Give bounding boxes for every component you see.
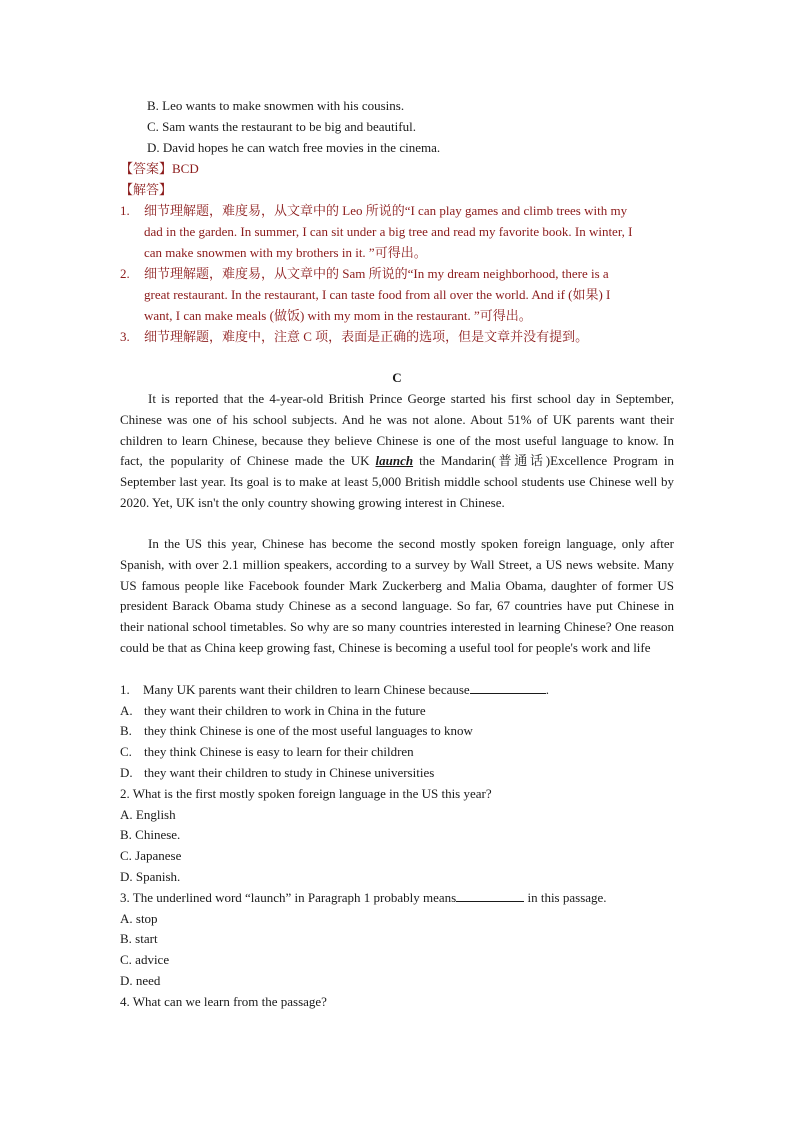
question-3-stem-end: in this passage. — [524, 890, 607, 905]
q1-option-a-text: they want their children to work in China in the future — [144, 703, 426, 718]
question-1-stem — [120, 680, 549, 701]
explanation-3-line-1: 细节理解题，难度中，注意 C 项，表面是正确的选项，但是文章并没有提到。 — [144, 329, 589, 344]
explanation-num-2: 2. — [120, 266, 130, 281]
q2-option-b: B. Chinese. — [120, 827, 181, 842]
question-3-stem — [120, 888, 607, 909]
question-2-stem: 2. What is the first mostly spoken foreign language in the US this year? — [120, 786, 492, 801]
prev-option-b: B. Leo wants to make snowmen with his cousins. — [147, 98, 405, 113]
prev-option-c: C. Sam wants the restaurant to be big and beautiful. — [147, 119, 416, 134]
answer-tag: 【答案】 — [120, 161, 173, 176]
explanation-num-3: 3. — [120, 329, 130, 344]
explanation-1-line-2: dad in the garden. In summer, I can sit under a big tree and read my favorite book. In winter, I — [144, 224, 633, 239]
passage-p1-after: the Mandarin(普通话)Excellence Program in September last year. Its goal is to make at least 5,000 British middle school students use Chinese well by 2020. Yet, UK isn't the only country showing growing interest in Chinese. — [120, 453, 674, 510]
question-4-stem: 4. What can we learn from the passage? — [120, 994, 327, 1009]
explanation-1-line-1: 细节理解题，难度易，从文章中的 Leo 所说的“I can play games and climb trees with my — [144, 203, 628, 218]
q1-option-d-letter: D. — [120, 765, 133, 780]
answer-value: BCD — [172, 161, 199, 176]
q3-option-b: B. start — [120, 931, 158, 946]
explanation-1-line-3: can make snowmen with my brothers in it. ”可得出。 — [144, 245, 427, 260]
q2-option-c: C. Japanese — [120, 848, 182, 863]
answer-line — [120, 159, 199, 180]
q3-option-a: A. stop — [120, 911, 158, 926]
question-1-text: Many UK parents want their children to learn Chinese because — [143, 682, 470, 697]
section-heading: C — [392, 370, 402, 385]
q1-option-c-letter: C. — [120, 744, 132, 759]
q3-option-c: C. advice — [120, 952, 170, 967]
explanation-2-line-3: want, I can make meals (做饭) with my mom in the restaurant. ”可得出。 — [144, 308, 532, 323]
question-1-stem-end: . — [545, 682, 549, 697]
q3-option-d: D. need — [120, 973, 161, 988]
question-3-text: 3. The underlined word “launch” in Paragraph 1 probably means — [120, 890, 457, 905]
q1-option-c-text: they think Chinese is easy to learn for their children — [144, 744, 414, 759]
prev-option-d: D. David hopes he can watch free movies in the cinema. — [147, 140, 441, 155]
q1-option-d-text: they want their children to study in Chinese universities — [144, 765, 435, 780]
question-1-num: 1. — [120, 682, 130, 697]
explanation-num-1: 1. — [120, 203, 130, 218]
q2-option-d: D. Spanish. — [120, 869, 181, 884]
explanation-2-line-1: 细节理解题，难度易，从文章中的 Sam 所说的“In my dream neighborhood, there is a — [144, 266, 609, 281]
passage-paragraph-2: In the US this year, Chinese has become the second mostly spoken foreign language, only after Spanish, with over 2.1 million speakers, according to a survey by Wall Street, a US news website. Many US famous people like Facebook founder Mark Zuckerberg and Malia Obama, daughter of former US president Barack Obama study Chinese as a second language. So far, 67 countries have put Chinese in their national school timetables. So why are so many countries interested in learning Chinese? One reason could be that as China keep growing fast, Chinese is becoming a useful tool for people's work and life — [120, 536, 674, 655]
underlined-word-launch: launch — [375, 453, 414, 469]
passage-p1-before: It is reported that the 4-year-old British Prince George started his first school day in September, Chinese was one of his school subjects. And he was not alone. About 51% of UK parents want their children to learn Chinese, because they believe Chinese is one of the most useful language to know. In fact, the popularity of Chinese made the UK — [120, 391, 674, 469]
q1-option-b-text: they think Chinese is one of the most useful languages to know — [144, 723, 473, 738]
passage-paragraph-1 — [120, 389, 674, 514]
answer-blank — [470, 681, 546, 694]
q1-option-a-letter: A. — [120, 703, 133, 718]
q1-option-b-letter: B. — [120, 723, 132, 738]
answer-blank — [456, 889, 524, 902]
explanation-tag: 【解答】 — [120, 182, 173, 197]
q2-option-a: A. English — [120, 807, 176, 822]
explanation-2-line-2: great restaurant. In the restaurant, I can taste food from all over the world. And if (如果) I — [144, 287, 611, 302]
